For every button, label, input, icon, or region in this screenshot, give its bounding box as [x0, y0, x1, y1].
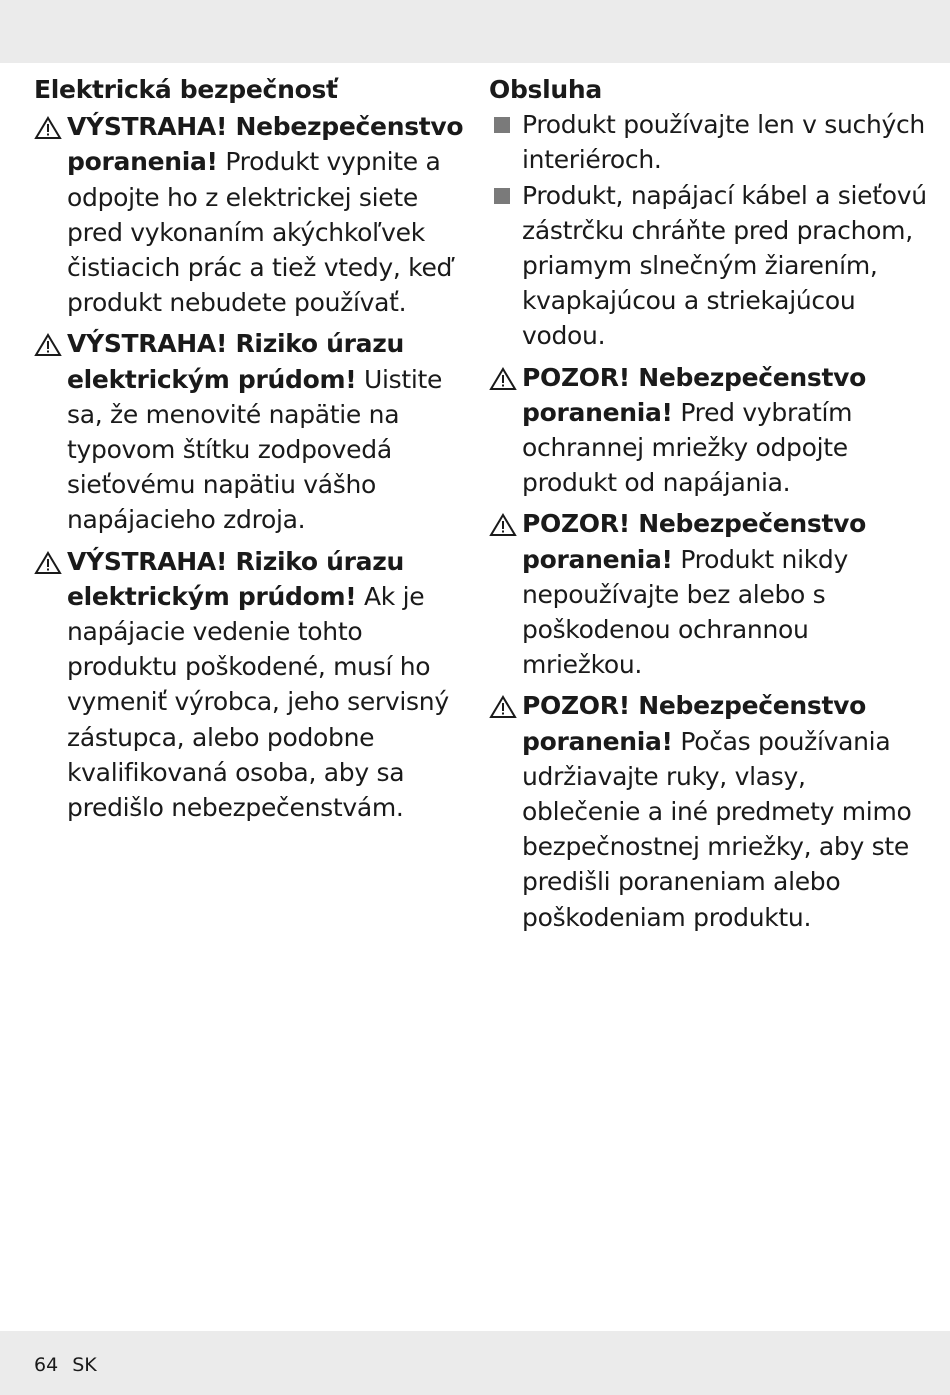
warning-triangle-icon [489, 367, 517, 391]
warning-triangle-icon [34, 333, 62, 357]
warning-triangle-icon [34, 116, 62, 140]
list-item-text: Produkt, napájací kábel a sieťovú zástrčku chráňte pred prachom, priamym slnečným žiarením, kvapkajúcou a striekajúcou vodou. [522, 180, 927, 351]
page-number: 64 [34, 1354, 59, 1376]
warning-text: Počas používania udržiavajte ruky, vlasy, oblečenie a iné predmety mimo bezpečnostnej mriežky, aby ste predišli poraneniam alebo poškodeniam produktu. [522, 726, 912, 932]
warning-text: Ak je napájacie vedenie tohto produktu poškodené, musí ho vymeniť výrobca, jeho servisný zástupca, alebo podobne kvalifikovaná osoba, aby sa predišlo nebezpečenstvám. [67, 581, 449, 823]
square-bullet-icon [494, 188, 510, 204]
warning-block [489, 506, 929, 682]
warning-title: VÝSTRAHA! Nebezpečenstvo poranenia! [67, 112, 464, 177]
warning-block [34, 544, 464, 826]
bottom-band [0, 1331, 950, 1395]
page-footer [34, 1354, 111, 1376]
section-heading-operation: Obsluha [489, 75, 602, 104]
warning-triangle-icon [34, 551, 62, 575]
section-heading-electrical-safety: Elektrická bezpečnosť [34, 75, 338, 104]
list-item [489, 107, 929, 177]
language-code: SK [72, 1354, 97, 1376]
warning-title: POZOR! Nebezpečenstvo poranenia! [522, 691, 867, 756]
warning-title: POZOR! Nebezpečenstvo poranenia! [522, 362, 867, 427]
list-item [489, 178, 929, 354]
warning-title: VÝSTRAHA! Riziko úrazu elektrickým prúdom! [67, 546, 405, 611]
warning-text: Produkt vypnite a odpojte ho z elektrickej siete pred vykonaním akýchkoľvek čistiacich prác a tiež vtedy, keď produkt nebudete používať. [67, 147, 453, 318]
left-column [34, 72, 464, 825]
warning-title: POZOR! Nebezpečenstvo poranenia! [522, 509, 867, 574]
warning-block [489, 688, 929, 934]
warning-text: Uistite sa, že menovité napätie na typovom štítku zodpovedá sieťovému napätiu vášho napájacieho zdroja. [67, 364, 443, 535]
warning-block [34, 109, 464, 320]
warning-title: VÝSTRAHA! Riziko úrazu elektrickým prúdom! [67, 329, 405, 394]
right-column [489, 72, 929, 935]
warning-triangle-icon [489, 513, 517, 537]
warning-text: Pred vybratím ochrannej mriežky odpojte produkt od napájania. [522, 397, 853, 498]
top-band [0, 0, 950, 63]
warning-text: Produkt nikdy nepoužívajte bez alebo s poškodenou ochrannou mriežkou. [522, 544, 848, 680]
warning-block [34, 326, 464, 537]
warning-triangle-icon [489, 695, 517, 719]
square-bullet-icon [494, 117, 510, 133]
list-item-text: Produkt používajte len v suchých interiéroch. [522, 110, 925, 175]
warning-block [489, 360, 929, 501]
